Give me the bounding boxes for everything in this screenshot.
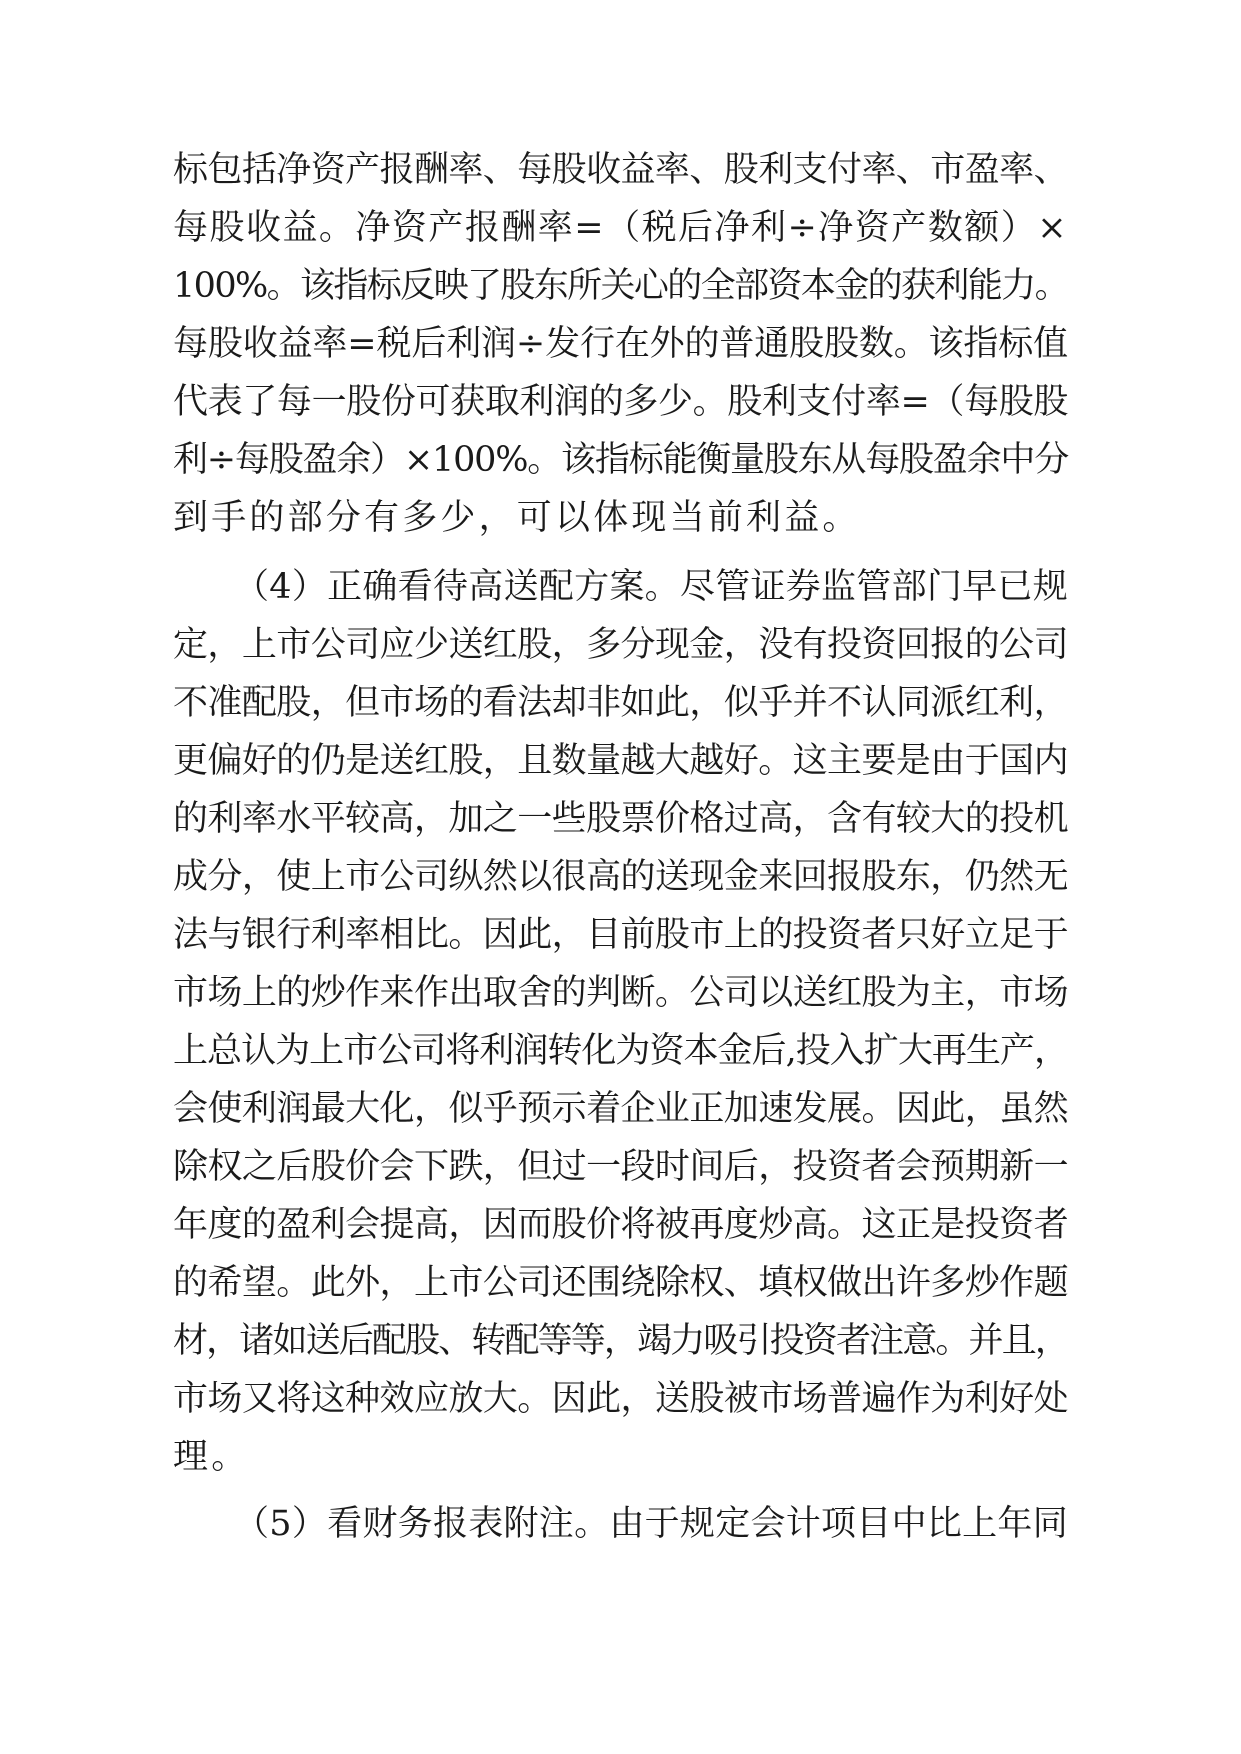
text-line (0, 907, 1241, 963)
text-line-content: 材，诸如送后配股、转配等等，竭力吸引投资者注意。并且， (173, 1321, 1068, 1361)
text-line (0, 1081, 1241, 1137)
text-line (0, 617, 1241, 673)
text-line-content: 每股收益率=税后利润÷发行在外的普通股股数。该指标值 (173, 324, 1068, 364)
text-line (0, 965, 1241, 1021)
text-line-content: 上总认为上市公司将利润转化为资本金后,投入扩大再生产， (173, 1031, 1068, 1071)
text-line (0, 675, 1241, 731)
text-line (0, 1255, 1241, 1311)
text-line (0, 1197, 1241, 1253)
text-line-content: 法与银行利率相比。因此，目前股市上的投资者只好立足于 (173, 915, 1068, 955)
text-line-content: 利÷每股盈余）×100%。该指标能衡量股东从每股盈余中分 (173, 440, 1068, 480)
text-line (0, 432, 1241, 488)
text-line (0, 1429, 1241, 1485)
text-line (0, 1139, 1241, 1195)
text-line (0, 200, 1241, 256)
text-line (0, 849, 1241, 905)
text-line-content: 更偏好的仍是送红股，且数量越大越好。这主要是由于国内 (173, 741, 1068, 781)
text-line-content: 成分，使上市公司纵然以很高的送现金来回报股东，仍然无 (173, 857, 1068, 897)
text-line-content: 100%。该指标反映了股东所关心的全部资本金的获利能力。 (173, 266, 1068, 306)
text-line (0, 1371, 1241, 1427)
text-line-content: （5）看财务报表附注。由于规定会计项目中比上年同 (234, 1504, 1068, 1544)
text-line-content: 不准配股，但市场的看法却非如此，似乎并不认同派红利， (173, 683, 1068, 723)
text-line (0, 1313, 1241, 1369)
text-line-content: 的希望。此外，上市公司还围绕除权、填权做出许多炒作题 (173, 1263, 1068, 1303)
text-line (0, 1023, 1241, 1079)
text-line-content: 到手的部分有多少，可以体现当前利益。 (173, 498, 861, 538)
text-line-content: 市场上的炒作来作出取舍的判断。公司以送红股为主，市场 (173, 973, 1068, 1013)
text-line (0, 490, 1241, 546)
text-line (0, 791, 1241, 847)
text-line-content: 标包括净资产报酬率、每股收益率、股利支付率、市盈率、 (173, 150, 1068, 190)
text-line-content: 的利率水平较高，加之一些股票价格过高，含有较大的投机 (173, 799, 1068, 839)
text-line (0, 374, 1241, 430)
text-line-content: （4）正确看待高送配方案。尽管证券监管部门早已规 (234, 567, 1068, 607)
text-line-content: 代表了每一股份可获取利润的多少。股利支付率=（每股股 (173, 382, 1068, 422)
text-line-content: 年度的盈利会提高，因而股价将被再度炒高。这正是投资者 (173, 1205, 1068, 1245)
text-line-content: 理。 (173, 1437, 250, 1477)
text-line (0, 316, 1241, 372)
text-line (0, 258, 1241, 314)
paragraph-first-line (0, 559, 1241, 615)
text-line-content: 会使利润最大化，似乎预示着企业正加速发展。因此，虽然 (173, 1089, 1068, 1129)
text-line (0, 142, 1241, 198)
text-line-content: 每股收益。净资产报酬率=（税后净利÷净资产数额）× (173, 208, 1068, 248)
paragraph-first-line (0, 1496, 1241, 1552)
text-line (0, 733, 1241, 789)
text-line-content: 市场又将这种效应放大。因此，送股被市场普遍作为利好处 (173, 1379, 1068, 1419)
text-line-content: 定，上市公司应少送红股，多分现金，没有投资回报的公司 (173, 625, 1068, 665)
text-line-content: 除权之后股价会下跌，但过一段时间后，投资者会预期新一 (173, 1147, 1068, 1187)
